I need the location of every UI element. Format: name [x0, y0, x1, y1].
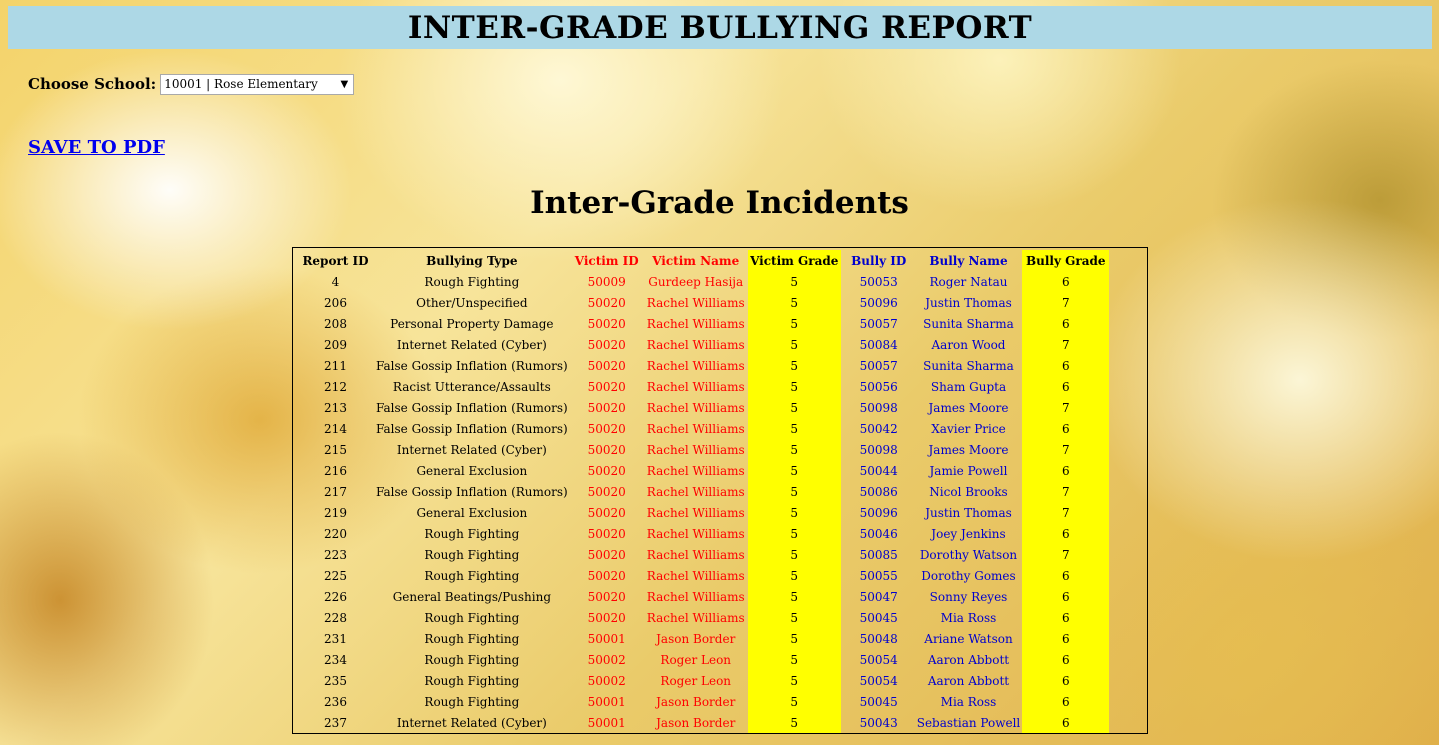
- cell-bully-grade: 6: [1022, 418, 1109, 439]
- cell-bully-id: 50054: [859, 652, 898, 667]
- table-row: [297, 691, 1109, 712]
- cell-bullying-type: False Gossip Inflation (Rumors): [376, 484, 568, 499]
- cell-report-id: 214: [324, 421, 347, 436]
- cell-report-id: 206: [324, 295, 347, 310]
- cell-bully-grade: 7: [1022, 544, 1109, 565]
- cell-victim-id: 50002: [587, 652, 626, 667]
- cell-bully-name: James Moore: [928, 400, 1009, 415]
- cell-victim-id: 50020: [587, 568, 626, 583]
- cell-bully-id: 50057: [859, 316, 898, 331]
- cell-bully-name: Joey Jenkins: [931, 526, 1006, 541]
- cell-bully-id: 50085: [859, 547, 898, 562]
- cell-bullying-type: False Gossip Inflation (Rumors): [376, 358, 568, 373]
- table-row: [297, 271, 1109, 292]
- cell-bully-name: Sunita Sharma: [923, 316, 1014, 331]
- cell-bully-name: Mia Ross: [940, 610, 997, 625]
- table-row: [297, 502, 1109, 523]
- cell-bully-name: Justin Thomas: [925, 505, 1012, 520]
- cell-victim-name: Rachel Williams: [646, 337, 745, 352]
- cell-victim-name: Rachel Williams: [646, 421, 745, 436]
- cell-bully-grade: 6: [1022, 712, 1109, 733]
- cell-bullying-type: False Gossip Inflation (Rumors): [376, 400, 568, 415]
- cell-bullying-type: Rough Fighting: [424, 568, 520, 583]
- cell-bully-id: 50096: [859, 295, 898, 310]
- cell-victim-id: 50020: [587, 463, 626, 478]
- cell-victim-id: 50020: [587, 442, 626, 457]
- cell-victim-name: Rachel Williams: [646, 589, 745, 604]
- cell-victim-name: Rachel Williams: [646, 295, 745, 310]
- cell-victim-grade: 5: [748, 397, 841, 418]
- school-chooser: [28, 73, 354, 95]
- cell-bully-id: 50042: [859, 421, 898, 436]
- cell-report-id: 236: [324, 694, 347, 709]
- cell-victim-name: Rachel Williams: [646, 610, 745, 625]
- cell-bully-grade: 6: [1022, 628, 1109, 649]
- cell-bully-name: Aaron Abbott: [927, 652, 1010, 667]
- cell-victim-grade: 5: [748, 628, 841, 649]
- cell-victim-id: 50020: [587, 295, 626, 310]
- table-row: [297, 313, 1109, 334]
- cell-bully-grade: 6: [1022, 586, 1109, 607]
- cell-bullying-type: Personal Property Damage: [390, 316, 554, 331]
- cell-bullying-type: Rough Fighting: [424, 673, 520, 688]
- table-row: [297, 628, 1109, 649]
- table-body: [297, 271, 1109, 733]
- table-row: [297, 565, 1109, 586]
- table-row: [297, 481, 1109, 502]
- cell-report-id: 231: [324, 631, 347, 646]
- cell-victim-grade: 5: [748, 502, 841, 523]
- cell-bully-name: Roger Natau: [929, 274, 1008, 289]
- cell-report-id: 215: [324, 442, 347, 457]
- cell-victim-name: Rachel Williams: [646, 547, 745, 562]
- cell-bully-grade: 6: [1022, 607, 1109, 628]
- table-row: [297, 439, 1109, 460]
- cell-victim-id: 50001: [587, 694, 626, 709]
- cell-victim-id: 50020: [587, 379, 626, 394]
- cell-victim-name: Gurdeep Hasija: [648, 274, 744, 289]
- cell-report-id: 219: [324, 505, 347, 520]
- choose-school-label: Choose School:: [28, 75, 157, 93]
- cell-report-id: 226: [324, 589, 347, 604]
- cell-victim-id: 50020: [587, 316, 626, 331]
- cell-bully-grade: 6: [1022, 376, 1109, 397]
- cell-bullying-type: General Beatings/Pushing: [392, 589, 552, 604]
- cell-victim-id: 50020: [587, 547, 626, 562]
- cell-victim-grade: 5: [748, 712, 841, 733]
- cell-bully-grade: 6: [1022, 670, 1109, 691]
- cell-victim-id: 50020: [587, 337, 626, 352]
- cell-victim-grade: 5: [748, 418, 841, 439]
- cell-bully-id: 50084: [859, 337, 898, 352]
- cell-bully-grade: 6: [1022, 271, 1109, 292]
- cell-bullying-type: Other/Unspecified: [416, 295, 528, 310]
- table-row: [297, 355, 1109, 376]
- cell-report-id: 213: [324, 400, 347, 415]
- table-row: [297, 460, 1109, 481]
- dropdown-arrow-icon: ▼: [340, 78, 349, 90]
- cell-bully-id: 50057: [859, 358, 898, 373]
- cell-bully-name: Ariane Watson: [924, 631, 1013, 646]
- cell-bully-grade: 7: [1022, 502, 1109, 523]
- cell-bully-id: 50055: [859, 568, 898, 583]
- cell-victim-id: 50020: [587, 358, 626, 373]
- cell-report-id: 4: [331, 274, 340, 289]
- cell-bully-grade: 7: [1022, 334, 1109, 355]
- table-row: [297, 418, 1109, 439]
- cell-victim-id: 50009: [587, 274, 626, 289]
- cell-victim-grade: 5: [748, 649, 841, 670]
- table-row: [297, 292, 1109, 313]
- cell-bullying-type: Internet Related (Cyber): [396, 715, 547, 730]
- cell-victim-name: Rachel Williams: [646, 463, 745, 478]
- cell-bully-name: Sonny Reyes: [929, 589, 1008, 604]
- cell-report-id: 237: [324, 715, 347, 730]
- cell-bully-id: 50043: [859, 715, 898, 730]
- cell-report-id: 217: [324, 484, 347, 499]
- cell-victim-name: Rachel Williams: [646, 358, 745, 373]
- cell-bullying-type: Rough Fighting: [424, 547, 520, 562]
- cell-report-id: 225: [324, 568, 347, 583]
- cell-bully-name: Jamie Powell: [929, 463, 1008, 478]
- cell-victim-name: Rachel Williams: [646, 505, 745, 520]
- cell-bully-name: James Moore: [928, 442, 1009, 457]
- cell-victim-name: Rachel Williams: [646, 568, 745, 583]
- report-title-banner: INTER-GRADE BULLYING REPORT: [8, 6, 1432, 49]
- cell-victim-name: Jason Border: [656, 631, 736, 646]
- cell-bullying-type: Rough Fighting: [424, 610, 520, 625]
- cell-bully-grade: 6: [1022, 649, 1109, 670]
- cell-victim-name: Rachel Williams: [646, 316, 745, 331]
- table-row: [297, 586, 1109, 607]
- cell-victim-grade: 5: [748, 292, 841, 313]
- cell-bully-grade: 7: [1022, 397, 1109, 418]
- cell-bully-name: Xavier Price: [931, 421, 1006, 436]
- table-row: [297, 397, 1109, 418]
- cell-victim-grade: 5: [748, 565, 841, 586]
- cell-bully-name: Justin Thomas: [925, 295, 1012, 310]
- cell-report-id: 223: [324, 547, 347, 562]
- cell-victim-name: Rachel Williams: [646, 400, 745, 415]
- cell-bullying-type: Rough Fighting: [424, 274, 520, 289]
- cell-bully-id: 50045: [859, 610, 898, 625]
- cell-bully-grade: 6: [1022, 565, 1109, 586]
- cell-victim-grade: 5: [748, 439, 841, 460]
- incidents-table: [295, 250, 1111, 733]
- cell-bullying-type: Rough Fighting: [424, 652, 520, 667]
- cell-report-id: 220: [324, 526, 347, 541]
- col-header-report-id: Report ID: [302, 253, 369, 268]
- cell-bully-id: 50044: [859, 463, 898, 478]
- incidents-table-container: [292, 247, 1148, 734]
- cell-bullying-type: General Exclusion: [416, 463, 528, 478]
- cell-bullying-type: Rough Fighting: [424, 526, 520, 541]
- cell-bully-name: Aaron Abbott: [927, 673, 1010, 688]
- col-header-bully-name: Bully Name: [929, 253, 1008, 268]
- cell-bullying-type: Internet Related (Cyber): [396, 442, 547, 457]
- cell-bully-id: 50056: [859, 379, 898, 394]
- cell-bully-name: Nicol Brooks: [929, 484, 1008, 499]
- cell-victim-name: Rachel Williams: [646, 526, 745, 541]
- cell-victim-grade: 5: [748, 481, 841, 502]
- cell-victim-name: Jason Border: [656, 715, 736, 730]
- cell-victim-grade: 5: [748, 607, 841, 628]
- cell-victim-grade: 5: [748, 460, 841, 481]
- cell-report-id: 216: [324, 463, 347, 478]
- cell-victim-id: 50001: [587, 631, 626, 646]
- cell-bully-grade: 7: [1022, 292, 1109, 313]
- cell-bully-name: Sunita Sharma: [923, 358, 1014, 373]
- cell-bully-id: 50086: [859, 484, 898, 499]
- col-header-bullying-type: Bullying Type: [426, 253, 518, 268]
- cell-bullying-type: Rough Fighting: [424, 631, 520, 646]
- cell-report-id: 211: [324, 358, 347, 373]
- cell-victim-grade: 5: [748, 670, 841, 691]
- cell-victim-grade: 5: [748, 271, 841, 292]
- cell-bully-id: 50046: [859, 526, 898, 541]
- school-select[interactable]: [160, 74, 354, 95]
- cell-victim-id: 50020: [587, 589, 626, 604]
- cell-victim-id: 50002: [587, 673, 626, 688]
- cell-report-id: 208: [324, 316, 347, 331]
- cell-bullying-type: Internet Related (Cyber): [396, 337, 547, 352]
- cell-bully-id: 50048: [859, 631, 898, 646]
- cell-victim-grade: 5: [748, 376, 841, 397]
- cell-victim-name: Jason Border: [656, 694, 736, 709]
- cell-victim-grade: 5: [748, 355, 841, 376]
- cell-victim-grade: 5: [748, 691, 841, 712]
- cell-victim-name: Rachel Williams: [646, 442, 745, 457]
- cell-victim-grade: 5: [748, 334, 841, 355]
- table-row: [297, 670, 1109, 691]
- cell-bully-id: 50047: [859, 589, 898, 604]
- cell-victim-name: Rachel Williams: [646, 379, 745, 394]
- cell-victim-name: Roger Leon: [660, 673, 732, 688]
- table-row: [297, 544, 1109, 565]
- cell-victim-id: 50020: [587, 484, 626, 499]
- cell-bully-id: 50054: [859, 673, 898, 688]
- table-row: [297, 712, 1109, 733]
- cell-bully-grade: 6: [1022, 313, 1109, 334]
- section-title: Inter-Grade Incidents: [530, 185, 909, 221]
- col-header-victim-id: Victim ID: [574, 253, 639, 268]
- cell-bully-id: 50045: [859, 694, 898, 709]
- cell-victim-grade: 5: [748, 586, 841, 607]
- cell-bullying-type: General Exclusion: [416, 505, 528, 520]
- col-header-bully-id: Bully ID: [851, 253, 907, 268]
- cell-bully-grade: 7: [1022, 481, 1109, 502]
- save-to-pdf-link[interactable]: SAVE TO PDF: [28, 137, 165, 158]
- table-row: [297, 334, 1109, 355]
- cell-bully-grade: 7: [1022, 439, 1109, 460]
- cell-victim-name: Rachel Williams: [646, 484, 745, 499]
- cell-bully-grade: 6: [1022, 691, 1109, 712]
- cell-bullying-type: False Gossip Inflation (Rumors): [376, 421, 568, 436]
- table-row: [297, 376, 1109, 397]
- cell-victim-id: 50020: [587, 421, 626, 436]
- cell-bully-grade: 6: [1022, 460, 1109, 481]
- cell-report-id: 235: [324, 673, 347, 688]
- cell-victim-id: 50001: [587, 715, 626, 730]
- cell-bully-grade: 6: [1022, 523, 1109, 544]
- cell-bully-name: Aaron Wood: [931, 337, 1006, 352]
- cell-victim-id: 50020: [587, 610, 626, 625]
- table-row: [297, 649, 1109, 670]
- cell-bully-id: 50098: [859, 442, 898, 457]
- col-header-victim-grade: Victim Grade: [748, 250, 841, 271]
- cell-bully-name: Dorothy Watson: [919, 547, 1018, 562]
- cell-bully-name: Sebastian Powell: [916, 715, 1021, 730]
- cell-bully-id: 50053: [859, 274, 898, 289]
- cell-bully-name: Sham Gupta: [930, 379, 1007, 394]
- cell-report-id: 212: [324, 379, 347, 394]
- cell-victim-id: 50020: [587, 526, 626, 541]
- col-header-victim-name: Victim Name: [652, 253, 740, 268]
- table-header-row: [297, 250, 1109, 271]
- cell-bully-id: 50096: [859, 505, 898, 520]
- col-header-bully-grade: Bully Grade: [1022, 250, 1109, 271]
- cell-bully-name: Dorothy Gomes: [921, 568, 1016, 583]
- school-select-value: 10001 | Rose Elementary: [164, 76, 318, 91]
- cell-report-id: 234: [324, 652, 347, 667]
- table-row: [297, 523, 1109, 544]
- cell-report-id: 209: [324, 337, 347, 352]
- cell-bullying-type: Racist Utterance/Assaults: [392, 379, 551, 394]
- cell-victim-id: 50020: [587, 400, 626, 415]
- cell-victim-id: 50020: [587, 505, 626, 520]
- cell-bullying-type: Rough Fighting: [424, 694, 520, 709]
- cell-victim-grade: 5: [748, 523, 841, 544]
- cell-victim-grade: 5: [748, 544, 841, 565]
- cell-victim-name: Roger Leon: [660, 652, 732, 667]
- cell-report-id: 228: [324, 610, 347, 625]
- cell-victim-grade: 5: [748, 313, 841, 334]
- table-row: [297, 607, 1109, 628]
- cell-bully-grade: 6: [1022, 355, 1109, 376]
- cell-bully-name: Mia Ross: [940, 694, 997, 709]
- cell-bully-id: 50098: [859, 400, 898, 415]
